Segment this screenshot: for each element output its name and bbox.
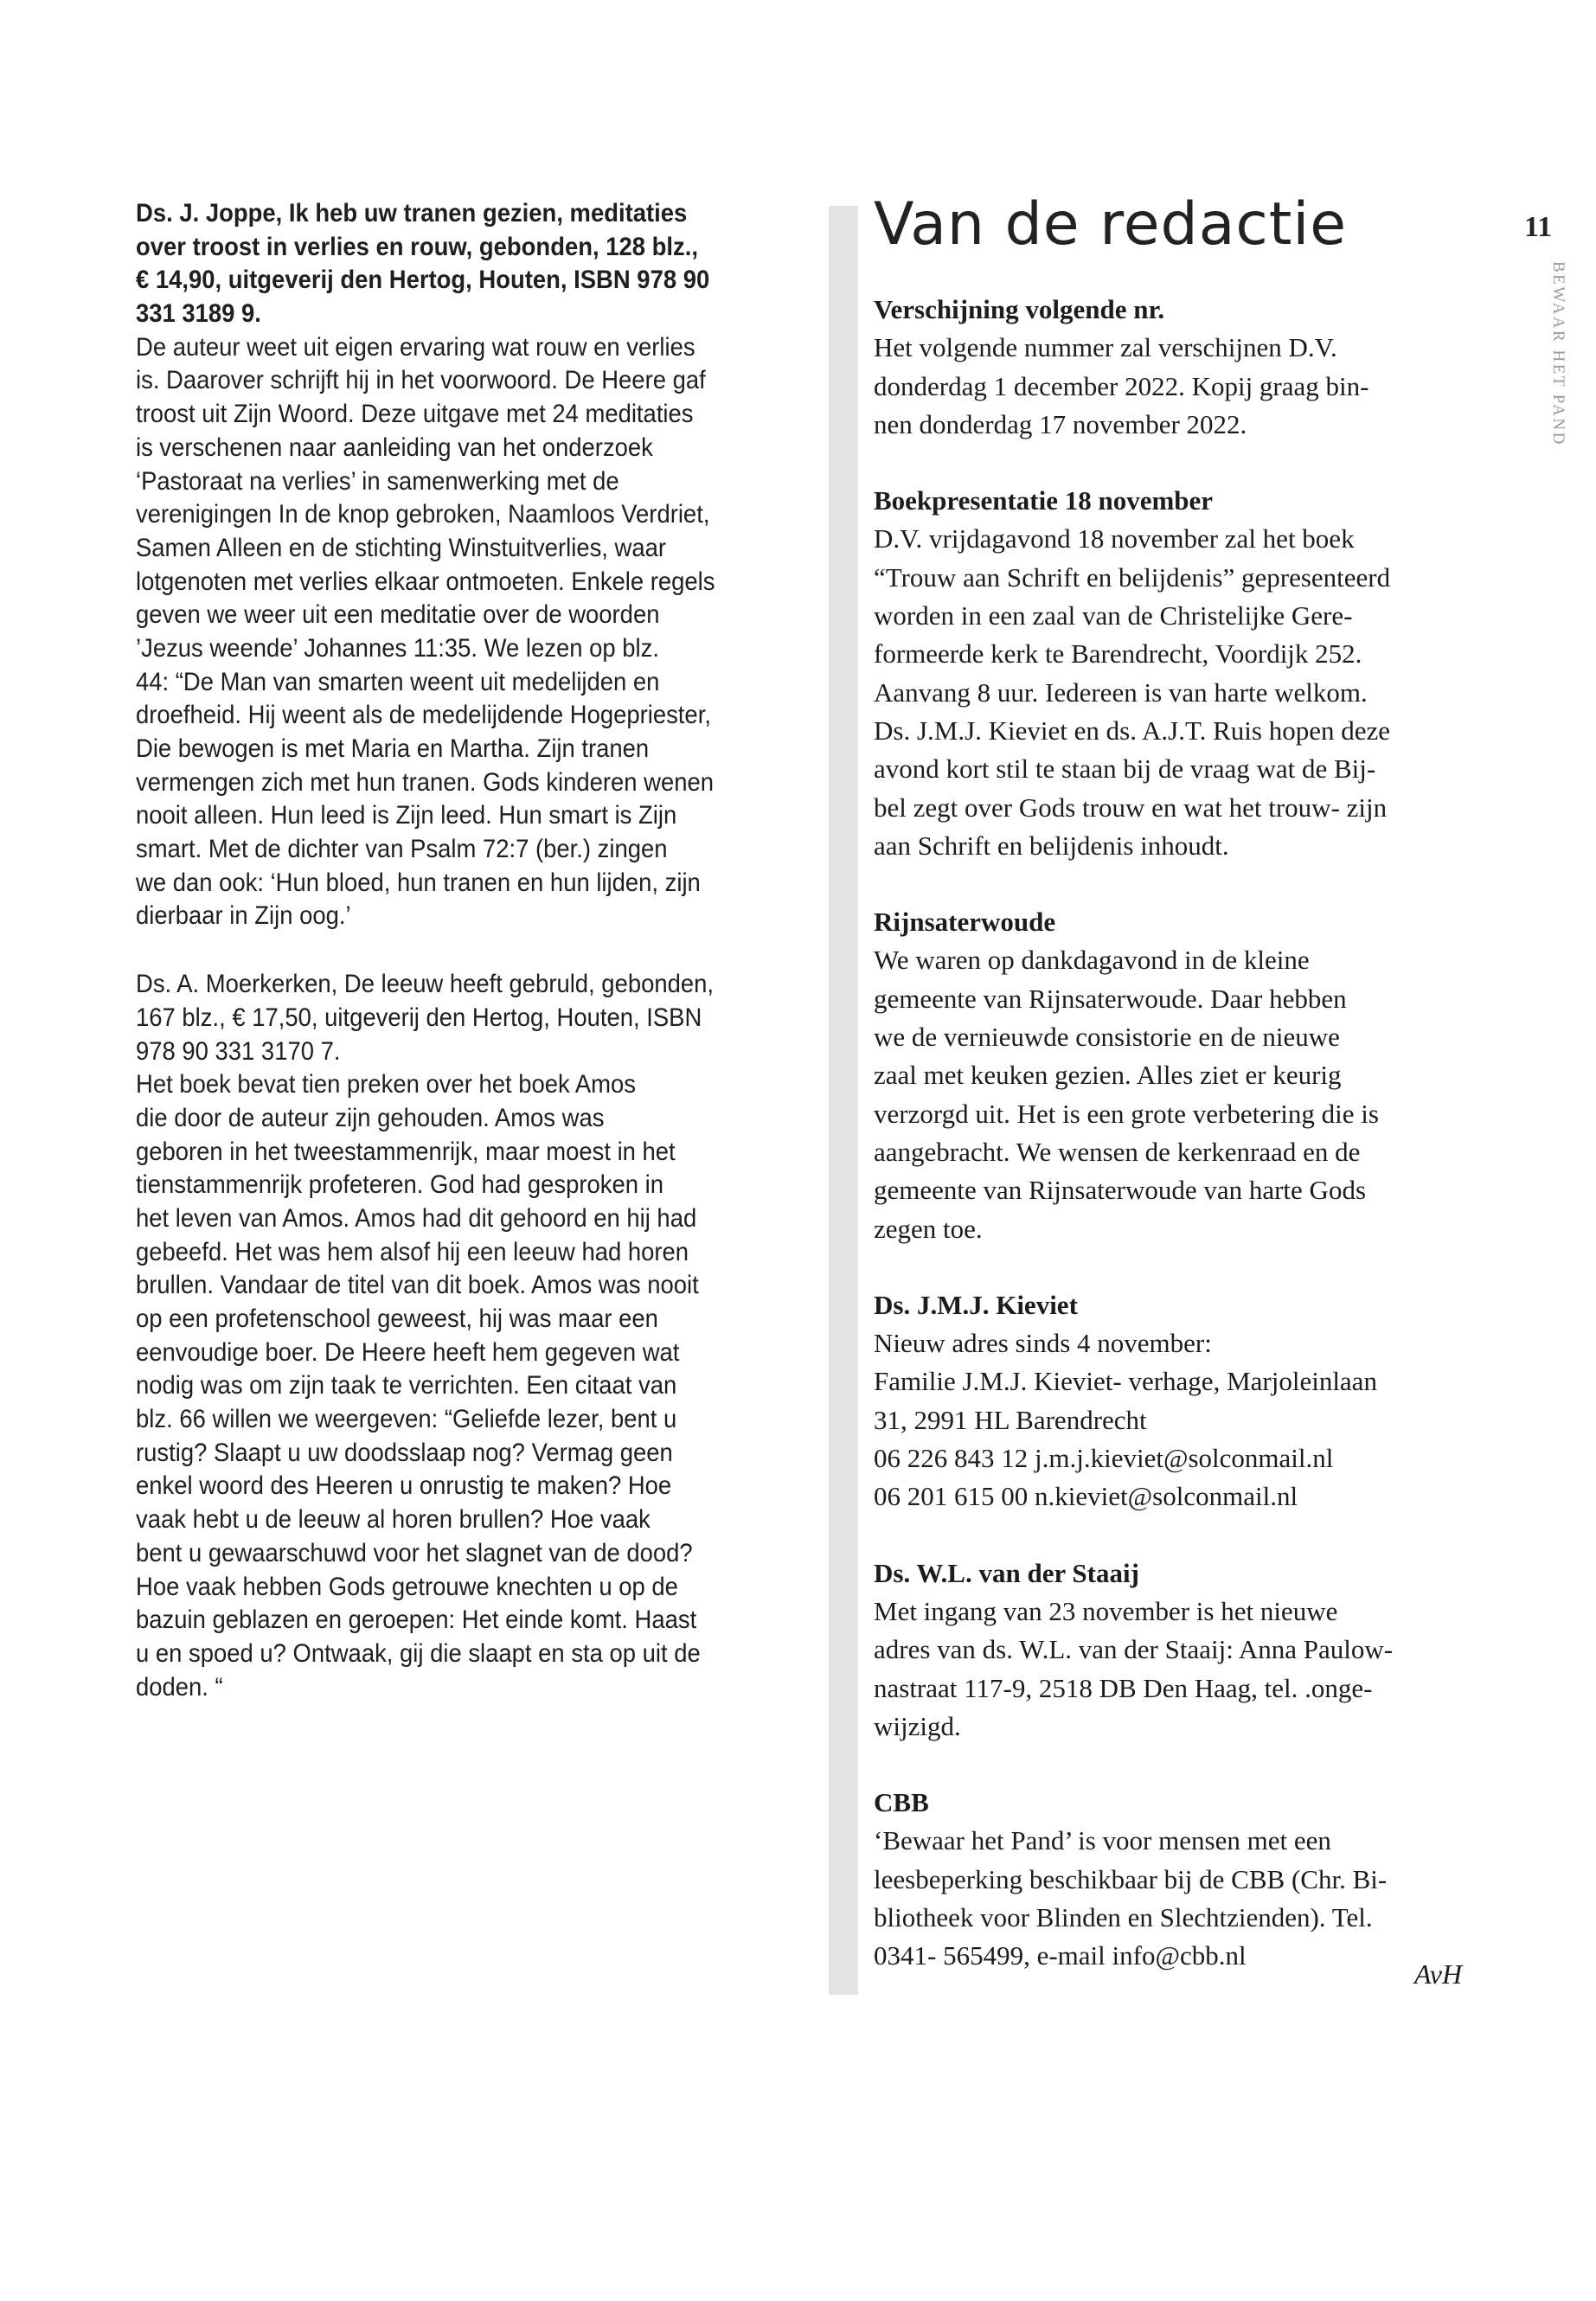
section-line: gemeente van Rijnsaterwoude. Daar hebben xyxy=(874,983,1347,1014)
section-line: aangebracht. We wensen de kerkenraad en de xyxy=(874,1136,1361,1167)
review-line: over troost in verlies en rouw, gebonden, 128 blz., xyxy=(136,232,698,261)
section-line: Familie J.M.J. Kieviet- verhage, Marjoleinlaan xyxy=(874,1366,1377,1397)
review-line: € 14,90, uitgeverij den Hertog, Houten, ISBN 978 90 xyxy=(136,266,710,295)
editor-signature: AvH xyxy=(1414,1958,1463,1990)
section-line: ‘Bewaar het Pand’ is voor mensen met een xyxy=(874,1825,1331,1856)
section-line: Met ingang van 23 november is het nieuwe xyxy=(874,1595,1338,1626)
review-line: Ds. J. Joppe, Ik heb uw tranen gezien, meditaties xyxy=(136,199,688,228)
section-line: bel zegt over Gods trouw en wat het trouw- zijn xyxy=(874,792,1388,823)
review-line: Hoe vaak hebben Gods getrouwe knechten u op de xyxy=(136,1572,678,1601)
review-line: bazuin geblazen en geroepen: Het einde komt. Haast xyxy=(136,1606,697,1635)
review-line: geven we weer uit een meditatie over de woorden xyxy=(136,600,660,630)
review-line: 167 blz., € 17,50, uitgeverij den Hertog, Houten, ISBN xyxy=(136,1003,702,1032)
review-line: lotgenoten met verlies elkaar ontmoeten. Enkele regels xyxy=(136,567,715,596)
review-line: op een profetenschool geweest, hij was maar een xyxy=(136,1304,658,1333)
section-line: Ds. J.M.J. Kieviet en ds. A.J.T. Ruis hopen deze xyxy=(874,715,1390,746)
review-line: gebeefd. Het was hem alsof hij een leeuw had horen xyxy=(136,1237,689,1266)
book-reviews-column xyxy=(136,197,747,1704)
review-line: brullen. Vandaar de titel van dit boek. Amos was nooit xyxy=(136,1271,699,1300)
section-line: wijzigd. xyxy=(874,1710,961,1741)
section-line: 06 201 615 00 n.kieviet@solconmail.nl xyxy=(874,1481,1298,1512)
review-line: we dan ook: ‘Hun bloed, hun tranen en hun lijden, zijn xyxy=(136,868,701,897)
review-line: vaak hebt u de leeuw al horen brullen? Hoe vaak xyxy=(136,1505,651,1535)
page-title: Van de redactie xyxy=(874,190,1348,259)
section-line: we de vernieuwde consistorie en de nieuwe xyxy=(874,1022,1340,1053)
review-line: ‘Pastoraat na verlies’ in samenwerking met de xyxy=(136,466,619,496)
section-line: nastraat 117-9, 2518 DB Den Haag, tel. .onge- xyxy=(874,1672,1373,1703)
editorial-section xyxy=(874,482,1479,865)
review-line: die door de auteur zijn gehouden. Amos was xyxy=(136,1103,605,1132)
section-line: gemeente van Rijnsaterwoude van harte Gods xyxy=(874,1175,1367,1206)
section-line: Het volgende nummer zal verschijnen D.V. xyxy=(874,332,1337,363)
section-heading: Rijnsaterwoude xyxy=(874,907,1056,938)
review-line: het leven van Amos. Amos had dit gehoord en hij had xyxy=(136,1203,697,1233)
section-line: 06 226 843 12 j.m.j.kieviet@solconmail.nl xyxy=(874,1443,1334,1474)
section-line: “Trouw aan Schrift en belijdenis” gepresenteerd xyxy=(874,561,1391,593)
editorial-section xyxy=(874,903,1479,1248)
book-review xyxy=(136,968,747,1704)
review-line: blz. 66 willen we weergeven: “Geliefde lezer, bent u xyxy=(136,1405,677,1434)
review-line: vermengen zich met hun tranen. Gods kinderen wenen xyxy=(136,767,714,797)
section-heading: Verschijning volgende nr. xyxy=(874,294,1165,324)
review-line: De auteur weet uit eigen ervaring wat rouw en verlies xyxy=(136,332,695,362)
section-heading: Ds. W.L. van der Staaij xyxy=(874,1557,1139,1588)
review-line: is. Daarover schrijft hij in het voorwoord. De Heere gaf xyxy=(136,366,706,395)
review-line: eenvoudige boer. De Heere heeft hem gegeven wat xyxy=(136,1337,680,1367)
review-line: tienstammenrijk profeteren. God had gesproken in xyxy=(136,1170,664,1200)
review-line: Samen Alleen en de stichting Winstuitverlies, waar xyxy=(136,533,667,562)
review-line: 44: “De Man van smarten weent uit medelijden en xyxy=(136,667,660,696)
review-line: geboren in het tweestammenrijk, maar moest in het xyxy=(136,1137,676,1166)
review-line: dierbaar in Zijn oog.’ xyxy=(136,901,351,931)
review-line: 978 90 331 3170 7. xyxy=(136,1036,341,1066)
review-line: troost uit Zijn Woord. Deze uitgave met 24 meditaties xyxy=(136,400,694,429)
section-line: donderdag 1 december 2022. Kopij graag bin- xyxy=(874,370,1369,401)
section-line: verzorgd uit. Het is een grote verbetering die is xyxy=(874,1098,1379,1129)
review-line: bent u gewaarschuwd voor het slagnet van de dood? xyxy=(136,1538,693,1567)
section-line: leesbeperking beschikbaar bij de CBB (Chr. Bi- xyxy=(874,1863,1388,1894)
section-line: avond kort stil te staan bij de vraag wat de Bij- xyxy=(874,753,1376,785)
review-gap xyxy=(136,933,747,968)
section-line: D.V. vrijdagavond 18 november zal het boek xyxy=(874,523,1355,554)
book-review xyxy=(136,197,747,933)
section-line: adres van ds. W.L. van der Staaij: Anna Paulow- xyxy=(874,1634,1394,1665)
review-line: droefheid. Hij weent als de medelijdende Hogepriester, xyxy=(136,701,711,730)
review-line: nodig was om zijn taak te verrichten. Een citaat van xyxy=(136,1371,677,1400)
review-line: smart. Met de dichter van Psalm 72:7 (ber.) zingen xyxy=(136,835,668,864)
section-line: bliotheek voor Blinden en Slechtzienden). Tel. xyxy=(874,1901,1373,1932)
editorial-section xyxy=(874,1554,1479,1746)
section-line: zaal met keuken gezien. Alles ziet er keurig xyxy=(874,1060,1342,1091)
section-line: Aanvang 8 uur. Iedereen is van harte welkom. xyxy=(874,676,1368,708)
review-line: u en spoed u? Ontwaak, gij die slaapt en sta op uit de xyxy=(136,1638,701,1668)
review-line: is verschenen naar aanleiding van het onderzoek xyxy=(136,433,653,462)
editorial-column xyxy=(874,291,1479,2014)
section-line: We waren op dankdagavond in de kleine xyxy=(874,945,1310,976)
review-line: verenigingen In de knop gebroken, Naamloos Verdriet, xyxy=(136,500,710,529)
review-line: Ds. A. Moerkerken, De leeuw heeft gebruld, gebonden, xyxy=(136,970,715,999)
review-line: rustig? Slaapt u uw doodsslaap nog? Vermag geen xyxy=(136,1438,673,1467)
editorial-section xyxy=(874,291,1479,444)
section-line: worden in een zaal van de Christelijke Gere- xyxy=(874,600,1353,631)
section-heading: CBB xyxy=(874,1787,929,1818)
section-line: aan Schrift en belijdenis inhoudt. xyxy=(874,830,1229,861)
section-line: zegen toe. xyxy=(874,1213,983,1244)
section-heading: Ds. J.M.J. Kieviet xyxy=(874,1289,1078,1320)
review-line: doden. “ xyxy=(136,1672,223,1702)
review-line: Die bewogen is met Maria en Martha. Zijn tranen xyxy=(136,734,650,763)
review-line: enkel woord des Heeren u onrustig te maken? Hoe xyxy=(136,1471,672,1501)
running-head: BEWAAR HET PAND xyxy=(1549,261,1567,446)
sidebar-gray-bar xyxy=(829,206,858,1995)
page-number: 11 xyxy=(1524,211,1553,243)
review-line: Het boek bevat tien preken over het boek Amos xyxy=(136,1070,637,1099)
review-line: 331 3189 9. xyxy=(136,299,261,329)
section-line: formeerde kerk te Barendrecht, Voordijk 252. xyxy=(874,638,1362,670)
section-line: 31, 2991 HL Barendrecht xyxy=(874,1404,1147,1435)
editorial-section xyxy=(874,1286,1479,1516)
review-line: nooit alleen. Hun leed is Zijn leed. Hun smart is Zijn xyxy=(136,801,677,830)
editorial-section xyxy=(874,1784,1479,1975)
section-line: nen donderdag 17 november 2022. xyxy=(874,408,1247,439)
review-line: ’Jezus weende’ Johannes 11:35. We lezen op blz. xyxy=(136,633,659,663)
section-line: 0341- 565499, e-mail info@cbb.nl xyxy=(874,1940,1247,1971)
section-line: Nieuw adres sinds 4 november: xyxy=(874,1328,1212,1359)
section-heading: Boekpresentatie 18 november xyxy=(874,485,1214,516)
